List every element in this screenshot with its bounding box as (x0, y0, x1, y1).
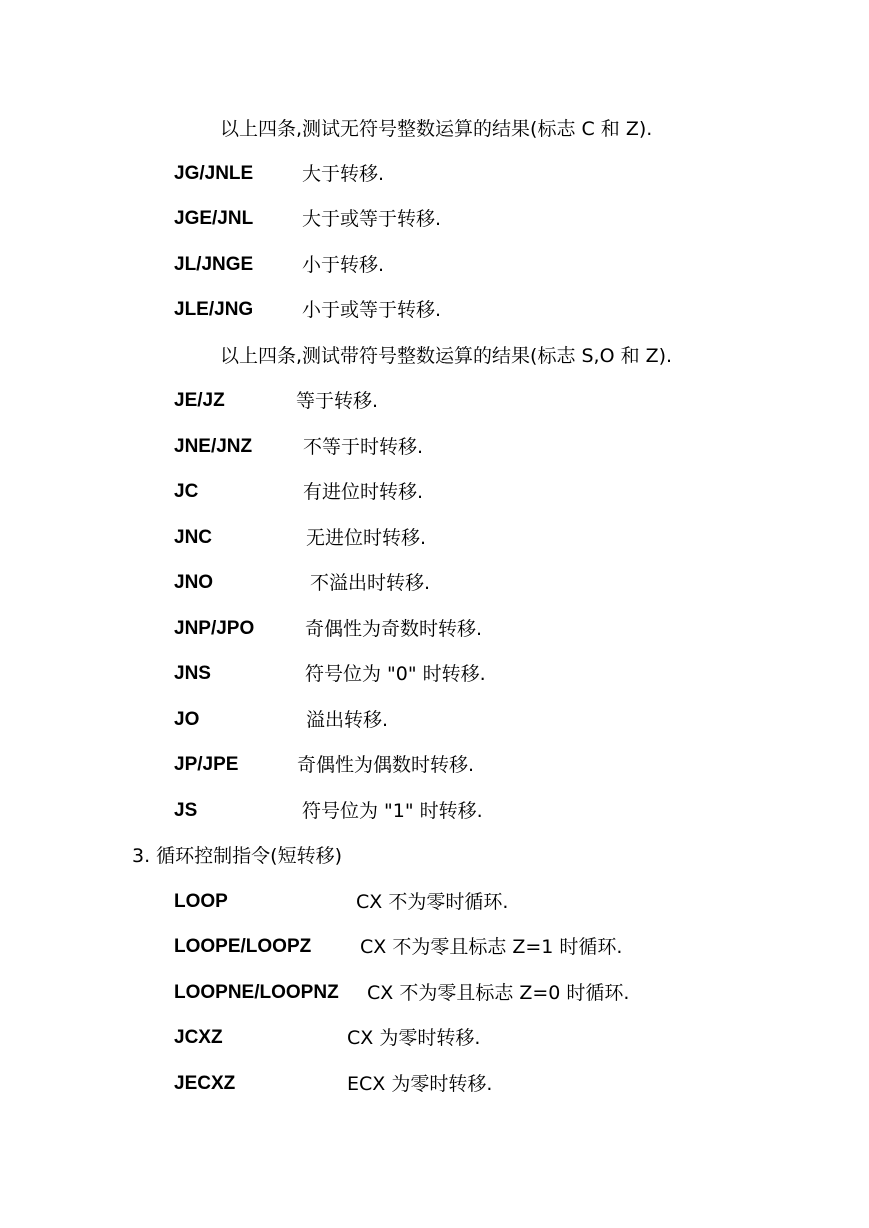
desc-jno: 不溢出时转移. (310, 572, 431, 594)
mnemonic-jnp: JNP/JPO (174, 618, 255, 639)
mnemonic-jc: JC (174, 481, 199, 502)
desc-jge: 大于或等于转移. (302, 208, 442, 230)
desc-jo: 溢出转移. (306, 709, 389, 731)
mnemonic-loopne: LOOPNE/LOOPNZ (174, 982, 339, 1003)
mnemonic-jo: JO (174, 709, 200, 730)
desc-jg: 大于转移. (302, 163, 385, 185)
desc-loop: CX 不为零时循环. (356, 891, 509, 913)
desc-jp: 奇偶性为偶数时转移. (297, 754, 475, 776)
desc-jnp: 奇偶性为奇数时转移. (305, 618, 483, 640)
note-signed: 以上四条,测试带符号整数运算的结果(标志 S,O 和 Z). (220, 345, 673, 367)
mnemonic-jg: JG/JNLE (174, 163, 254, 184)
mnemonic-je: JE/JZ (174, 390, 225, 411)
note-unsigned: 以上四条,测试无符号整数运算的结果(标志 C 和 Z). (220, 118, 653, 140)
mnemonic-jp: JP/JPE (174, 754, 239, 775)
desc-jnc: 无进位时转移. (306, 527, 427, 549)
mnemonic-loope: LOOPE/LOOPZ (174, 936, 312, 957)
mnemonic-js: JS (174, 800, 198, 821)
mnemonic-jcxz: JCXZ (174, 1027, 223, 1048)
desc-jns: 符号位为 "0" 时转移. (305, 663, 486, 685)
desc-jle: 小于或等于转移. (302, 299, 442, 321)
desc-jcxz: CX 为零时转移. (347, 1027, 481, 1049)
mnemonic-jne: JNE/JNZ (174, 436, 253, 457)
mnemonic-jge: JGE/JNL (174, 208, 254, 229)
desc-loopne: CX 不为零且标志 Z=0 时循环. (367, 982, 630, 1004)
desc-jecxz: ECX 为零时转移. (347, 1073, 493, 1095)
mnemonic-jns: JNS (174, 663, 211, 684)
desc-loope: CX 不为零且标志 Z=1 时循环. (360, 936, 623, 958)
desc-jne: 不等于时转移. (303, 436, 424, 458)
mnemonic-jno: JNO (174, 572, 214, 593)
mnemonic-jecxz: JECXZ (174, 1073, 236, 1094)
mnemonic-jnc: JNC (174, 527, 213, 548)
mnemonic-jl: JL/JNGE (174, 254, 254, 275)
mnemonic-jle: JLE/JNG (174, 299, 254, 320)
desc-jl: 小于转移. (302, 254, 385, 276)
desc-js: 符号位为 "1" 时转移. (302, 800, 483, 822)
desc-jc: 有进位时转移. (303, 481, 424, 503)
mnemonic-loop: LOOP (174, 891, 228, 912)
section-heading: 3. 循环控制指令(短转移) (132, 845, 342, 867)
desc-je: 等于转移. (296, 390, 379, 412)
